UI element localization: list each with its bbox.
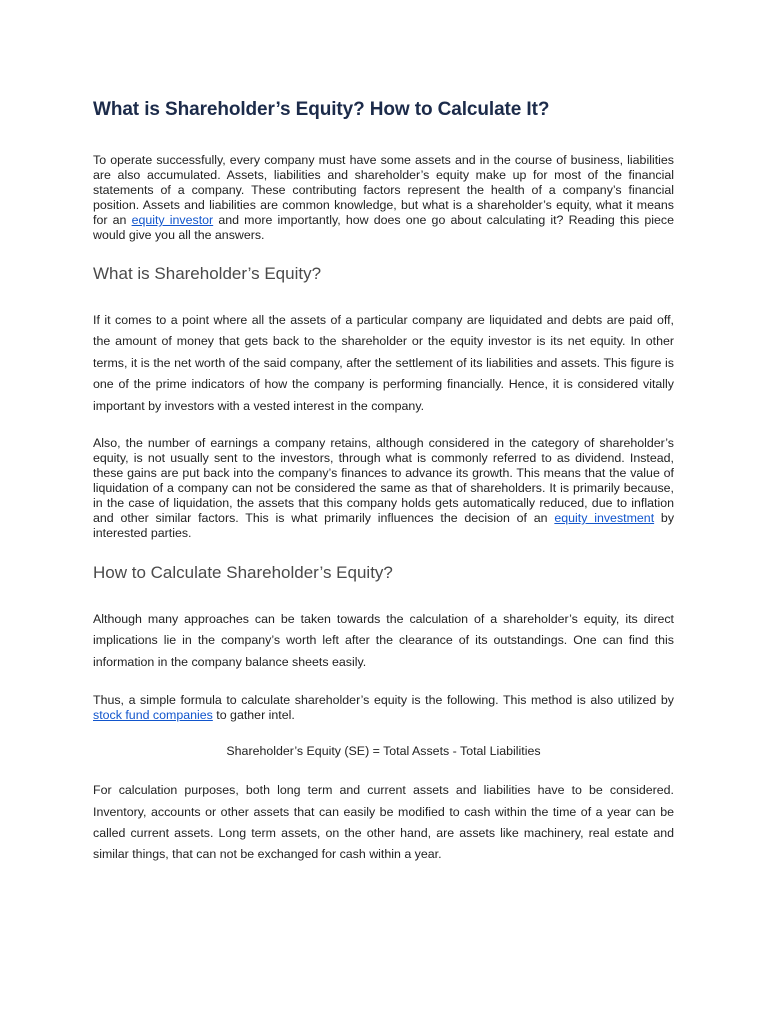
how-paragraph-2 — [93, 693, 674, 723]
equity-investor-link[interactable]: equity investor — [131, 213, 214, 227]
article-title: What is Shareholder’s Equity? How to Calculate It? — [93, 99, 550, 120]
what-paragraph-2 — [93, 436, 674, 541]
equity-formula: Shareholder’s Equity (SE) = Total Assets - Total Liabilities — [226, 744, 541, 759]
section-heading-how: How to Calculate Shareholder’s Equity? — [93, 563, 393, 583]
what-p2-text-after: by interested parties. — [93, 511, 675, 541]
equity-investment-link[interactable]: equity investment — [554, 511, 655, 526]
how-p2-text-before: Thus, a simple formula to calculate shareholder’s equity is the following. This method is also utilized by — [93, 693, 674, 708]
article — [93, 96, 674, 866]
how-paragraph-1: Although many approaches can be taken towards the calculation of a shareholder’s equity, its direct implications lie in the company’s worth left after the clearance of its outstandings. One can find this information in the company balance sheets easily. — [93, 612, 674, 669]
stock-fund-companies-link[interactable]: stock fund companies — [93, 708, 213, 723]
how-p2-text-after: to gather intel. — [212, 708, 295, 723]
intro-paragraph — [93, 153, 674, 243]
intro-text-before: To operate successfully, every company must have some assets and in the course of business, liabilities are also accumulated. Assets, liabilities and shareholder’s equity make up for most of the financial statements of a company. These contributing factors represent the health of a company’s financial position. Assets and liabilities are common knowledge, but what is a shareholder’s equity, what it means for an — [93, 153, 674, 227]
section-heading-what: What is Shareholder’s Equity? — [93, 264, 322, 283]
how-paragraph-3: For calculation purposes, both long term and current assets and liabilities have to be considered. Inventory, accounts or other assets that can easily be modified to cash within the time of a year can be called current assets. Long term assets, on the other hand, are assets like machinery, real estate and similar things, that can not be exchanged for cash within a year. — [93, 783, 674, 862]
intro-text-after: and more importantly, how does one go about calculating it? Reading this piece would give you all the answers. — [93, 213, 674, 242]
what-paragraph-1: If it comes to a point where all the assets of a particular company are liquidated and debts are paid off, the amount of money that gets back to the shareholder or the equity investor is its net equity. In other terms, it is the net worth of the said company, after the settlement of its liabilities and assets. This figure is one of the prime indicators of how the company is performing financially. Hence, it is considered vitally important by investors with a vested interest in the company. — [93, 313, 674, 413]
what-p2-text-before: Also, the number of earnings a company retains, although considered in the category of shareholder’s equity, is not usually sent to the investors, through what is commonly referred to as dividend. Instead, these gains are put back into the company’s finances to advance its growth. This means that the value of liquidation of a company can not be considered the same as that of shareholders. It is primarily because, in the case of liquidation, the assets that this company holds gets automatically reduced, due to inflation and other similar factors. This is what primarily influences the decision of an — [93, 436, 674, 526]
